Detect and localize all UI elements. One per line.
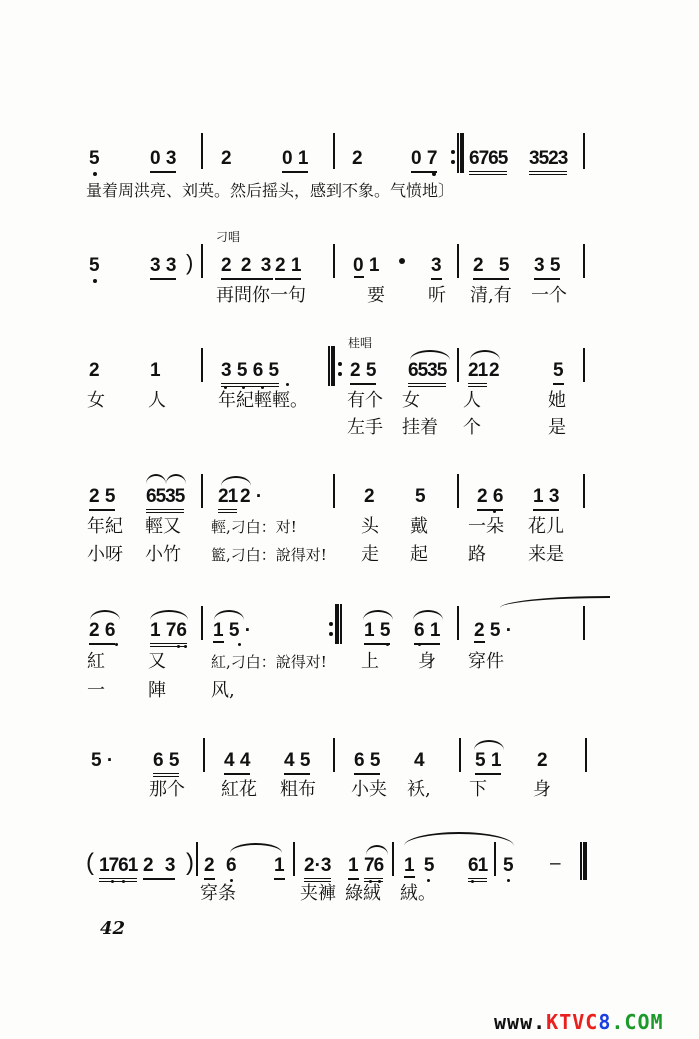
low-octave-dot: [224, 386, 227, 389]
note-group: 1 5 ·: [213, 620, 252, 641]
note: 2: [352, 148, 363, 169]
lyric: 一个: [531, 285, 567, 306]
lyric: 年紀輕輕。: [218, 390, 308, 411]
lyric: 紅花: [221, 779, 257, 800]
low-octave-dot: [230, 879, 233, 882]
dot: [399, 258, 405, 264]
repeat-dots: [329, 618, 333, 640]
note-group: 3 5 6 5: [221, 360, 279, 387]
close-paren: ): [186, 849, 194, 876]
note: 5: [503, 855, 514, 876]
lyric: 絨。: [400, 883, 436, 904]
tie: [500, 596, 610, 608]
note: 0 1: [353, 255, 380, 276]
tie: [404, 832, 514, 846]
barline: [457, 606, 459, 640]
slur: [413, 610, 443, 620]
barline: [494, 842, 496, 876]
note-group: 4 4: [224, 750, 250, 775]
note-group: 2 5: [473, 255, 509, 280]
lyric: 下: [469, 779, 487, 800]
low-octave-dot: [386, 643, 389, 646]
low-octave-dot: [286, 383, 289, 386]
lyric-verse-2: 风,: [211, 680, 235, 701]
low-octave-dot: [184, 645, 187, 648]
lyric: 粗布: [280, 779, 316, 800]
note-group: 2 5: [89, 486, 115, 511]
lyric: 年紀: [87, 516, 123, 537]
note-group: 76: [364, 855, 383, 882]
note-group: 1 5: [364, 620, 390, 645]
note: 3: [431, 255, 442, 280]
slur: [214, 610, 244, 620]
low-octave-dot: [493, 510, 496, 513]
note: 1: [150, 360, 161, 381]
watermark-com: .COM: [611, 1010, 664, 1034]
lyric-verse-2: 来是: [528, 544, 564, 565]
lyric: 女: [402, 390, 420, 411]
note-group: 2 2 3: [221, 255, 273, 280]
final-barline: [580, 842, 587, 880]
note: 2: [221, 148, 232, 169]
open-paren: (: [86, 849, 94, 876]
low-octave-dot: [93, 172, 97, 176]
lyric-verse-2: 一: [87, 680, 105, 701]
note: 3 3: [150, 255, 176, 280]
barline: [457, 348, 459, 382]
lyric: 身: [533, 779, 551, 800]
barline: [457, 244, 459, 278]
stage-direction: 量着周洪亮、刘英。然后摇头，感到不象。气愤地〕: [86, 181, 455, 200]
slur: [150, 610, 188, 620]
lyric: 再問你一句: [216, 285, 306, 306]
repeat-barline: [457, 133, 464, 173]
note-group: 6535: [408, 360, 446, 387]
barline: [583, 474, 585, 508]
slur: [366, 845, 388, 855]
note: 2: [364, 486, 375, 507]
page-number: 42: [100, 918, 126, 939]
note-group: 3 5: [534, 255, 560, 280]
note: 0 7: [411, 148, 437, 173]
note-group: 61: [468, 855, 487, 882]
note: 5: [89, 148, 100, 169]
close-paren: ): [186, 250, 194, 275]
low-octave-dot: [427, 879, 430, 882]
note-group: 2 6: [477, 486, 503, 511]
underline: [354, 276, 364, 278]
watermark-8: 8: [598, 1010, 612, 1034]
tie: [230, 843, 282, 853]
barline: [333, 244, 335, 278]
low-octave-dot: [122, 880, 125, 883]
barline: [201, 244, 203, 278]
slur: [474, 740, 504, 750]
low-octave-dot: [238, 643, 241, 646]
note: 1: [348, 855, 359, 880]
lyric-verse-2: 走: [361, 544, 379, 565]
lyric-verse-2: 籃,刁白：說得对!: [211, 546, 327, 564]
low-octave-dot: [507, 879, 510, 882]
lyric: 袄,: [407, 779, 431, 800]
note-group: 3523: [529, 148, 567, 175]
slur: [470, 350, 500, 360]
repeat-end-barline: [335, 604, 342, 644]
repeat-dots: [338, 358, 342, 380]
lyric-verse-2: 个: [463, 417, 481, 438]
note-group: 6535: [146, 486, 184, 513]
low-octave-dot: [261, 386, 264, 389]
barline: [293, 842, 295, 876]
barline: [201, 474, 203, 508]
lyric: 人: [148, 390, 166, 411]
note-group: 1 3: [533, 486, 559, 511]
slur: [90, 610, 120, 620]
barline: [583, 606, 585, 640]
barline: [583, 244, 585, 278]
underline: [213, 641, 224, 643]
lyric: 花儿: [528, 516, 564, 537]
barline: [203, 738, 205, 772]
lyric: 穿条: [200, 883, 236, 904]
lyric: 那个: [149, 779, 185, 800]
low-octave-dot: [115, 643, 118, 646]
note: 0 1: [282, 148, 308, 173]
barline: [201, 133, 203, 169]
slur: [221, 476, 251, 486]
note-group: 6 1: [414, 620, 440, 645]
lyric: 头: [361, 516, 379, 537]
barline: [196, 842, 198, 876]
lyric-verse-2: 左手: [347, 417, 383, 438]
lyric: 女: [87, 390, 105, 411]
barline: [201, 348, 203, 382]
lyric-verse-2: 小竹: [145, 544, 181, 565]
note: 4: [414, 750, 425, 771]
low-octave-dot: [177, 645, 180, 648]
lyric: 有个: [347, 390, 383, 411]
lyric: 听: [428, 285, 446, 306]
note-group: 5 ·: [91, 750, 114, 771]
note-group: 2 5 ·: [474, 620, 513, 641]
slur: [410, 350, 450, 360]
lyric-verse-2: 是: [548, 417, 566, 438]
note: 2: [89, 360, 100, 381]
lyric: 人: [463, 390, 481, 411]
lyric: 小夹: [351, 779, 387, 800]
note: 5: [553, 360, 564, 385]
repeat-dots: [451, 146, 455, 168]
lyric: 穿件: [468, 651, 504, 672]
lyric: 綠絨: [345, 883, 381, 904]
low-octave-dot: [418, 643, 421, 646]
low-octave-dot: [93, 279, 97, 283]
note: 0 3: [150, 148, 176, 173]
barline: [583, 348, 585, 382]
low-octave-dot: [242, 386, 245, 389]
note-group: 2 1: [275, 255, 301, 280]
singer-label: 桂唱: [348, 336, 373, 350]
slur: [363, 610, 393, 620]
note-group: 21: [468, 360, 487, 387]
lyric-verse-2: 陣: [148, 680, 166, 701]
lyric: 她: [548, 390, 566, 411]
note-group: 6765: [469, 148, 507, 175]
low-octave-dot: [432, 172, 436, 176]
lyric: 戴: [410, 516, 428, 537]
note: 2: [489, 360, 500, 381]
note: 5: [89, 255, 100, 276]
lyric-verse-2: 挂着: [402, 417, 438, 438]
note: 2 ·: [240, 486, 263, 507]
note-group: 6 5: [153, 750, 179, 777]
lyric: 輕,刁白：对!: [211, 518, 297, 536]
note-group: 2 5: [350, 360, 376, 385]
lyric: 身: [418, 651, 436, 672]
barline: [333, 738, 335, 772]
note: 2: [537, 750, 548, 771]
lyric-verse-2: 起: [410, 544, 428, 565]
lyric: 紅,刁白：說得对!: [211, 653, 327, 671]
lyric: 紅: [87, 651, 105, 672]
singer-label: 刁唱: [216, 230, 241, 244]
note-group: 2 6: [89, 620, 115, 645]
barline: [459, 738, 461, 772]
lyric: 輕又: [145, 516, 181, 537]
lyric: 一朵: [468, 516, 504, 537]
watermark-ktvc: KTVC: [546, 1010, 599, 1034]
underline: [404, 876, 415, 878]
low-octave-dot: [471, 880, 474, 883]
slur: [166, 474, 186, 484]
note: 1: [274, 855, 285, 880]
note: 2: [204, 855, 215, 880]
dash: –: [550, 853, 561, 874]
slur: [146, 474, 166, 484]
lyric: 上: [361, 651, 379, 672]
barline: [333, 474, 335, 508]
lyric-verse-2: 路: [468, 544, 486, 565]
note: 6: [226, 855, 237, 876]
note-group: 4 5: [284, 750, 310, 775]
note-group: 1 5: [404, 855, 435, 876]
watermark: [494, 1010, 664, 1034]
lyric: 要: [367, 285, 385, 306]
note-group: 5 1: [475, 750, 501, 775]
lyric-verse-2: 小呀: [87, 544, 123, 565]
barline: [585, 738, 587, 772]
barline: [583, 133, 585, 169]
barline: [201, 606, 203, 640]
note-group: 1 76: [150, 620, 187, 647]
note-group: 2·3: [304, 855, 331, 882]
note-group: 1761: [99, 855, 137, 882]
low-octave-dot: [111, 880, 114, 883]
underline: [474, 641, 485, 643]
barline: [333, 133, 335, 169]
note-group: 6 5: [354, 750, 380, 775]
watermark-www: www.: [494, 1010, 547, 1034]
barline: [392, 842, 394, 876]
note-group: 2 3: [143, 855, 175, 880]
repeat-barline: [328, 346, 335, 386]
lyric: 又: [148, 651, 166, 672]
note: 5: [415, 486, 426, 507]
note-group: 21: [218, 486, 237, 513]
barline: [457, 474, 459, 508]
lyric: 清,有: [470, 285, 512, 306]
lyric: 夹褲: [300, 883, 336, 904]
